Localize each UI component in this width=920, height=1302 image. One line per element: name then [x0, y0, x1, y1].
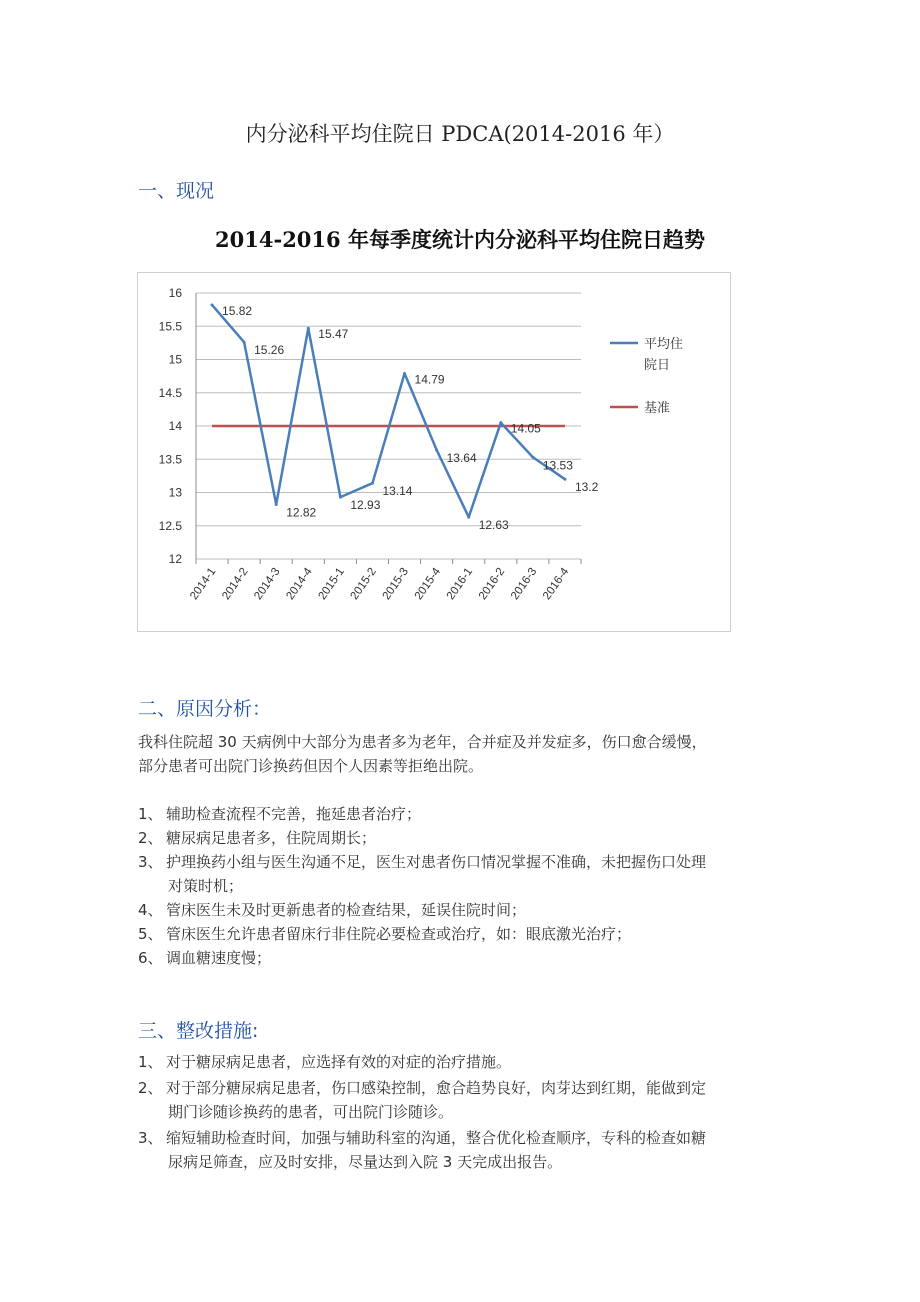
cause-item [138, 946, 788, 970]
cause-item-text: 管床医生未及时更新患者的检查结果，延误住院时间； [166, 901, 527, 919]
legend-label-average-stay-line1: 平均住 [644, 337, 684, 352]
cause-item [138, 898, 788, 922]
y-tick-label: 13.5 [158, 452, 182, 467]
measure-item [138, 1076, 788, 1100]
cause-item-number: 4、 [138, 901, 163, 919]
x-tick-label: 2014-2 [220, 565, 251, 603]
data-label: 13.2 [574, 480, 599, 495]
data-point [499, 421, 502, 424]
cause-item-text: 糖尿病足患者多，住院周期长； [166, 829, 377, 847]
measure-item-continuation: 期门诊随诊换药的患者，可出院门诊随诊。 [168, 1103, 454, 1121]
x-tick-label: 2016-2 [476, 565, 508, 603]
x-tick-label: 2016-1 [444, 565, 476, 603]
cause-item-number: 5、 [138, 925, 163, 943]
legend-label-average-stay-line2: 院日 [644, 358, 671, 373]
y-tick-label: 15.5 [158, 319, 182, 334]
measure-item-text: 对于糖尿病足患者，应选择有效的对症的治疗措施。 [166, 1053, 512, 1071]
data-point [563, 478, 566, 481]
data-point [371, 482, 374, 485]
data-label: 12.63 [478, 518, 509, 533]
cause-item-text: 辅助检查流程不完善，拖延患者治疗； [166, 805, 422, 823]
data-point [467, 516, 470, 519]
cause-item [138, 802, 788, 826]
data-label: 15.82 [222, 303, 253, 318]
data-label: 13.64 [446, 450, 477, 465]
cause-item-text: 调血糖速度慢； [166, 949, 272, 967]
section-heading-status: 一、现况 [138, 180, 215, 202]
x-tick-label: 2016-3 [508, 565, 540, 603]
y-tick-label: 16 [168, 286, 182, 300]
data-point [307, 327, 310, 330]
data-label: 14.05 [510, 421, 541, 436]
cause-paragraph-line: 部分患者可出院门诊换药但因个人因素等拒绝出院。 [138, 757, 484, 775]
chart-canvas [138, 273, 732, 633]
line-chart [137, 272, 731, 632]
measure-item [138, 1126, 788, 1150]
data-point [403, 372, 406, 375]
cause-item [138, 922, 788, 946]
y-tick-label: 12 [168, 552, 182, 566]
section-heading-cause-analysis: 二、原因分析： [138, 698, 272, 720]
y-tick-label: 13 [168, 485, 182, 500]
measure-item-text: 缩短辅助检查时间，加强与辅助科室的沟通，整合优化检查顺序，专科的检查如糖 [166, 1129, 707, 1147]
x-tick-label: 2014-4 [284, 565, 315, 603]
measure-item-number: 1、 [138, 1053, 163, 1071]
y-tick-label: 14.5 [158, 385, 182, 400]
x-tick-label: 2015-3 [380, 565, 411, 603]
data-label: 15.26 [254, 343, 285, 358]
data-point [435, 448, 438, 451]
data-label: 14.79 [414, 372, 445, 387]
data-label: 12.93 [350, 498, 381, 513]
cause-item-number: 1、 [138, 805, 163, 823]
cause-item-text: 护理换药小组与医生沟通不足，医生对患者伤口情况掌握不准确，未把握伤口处理 [166, 853, 707, 871]
data-point [531, 456, 534, 459]
y-tick-label: 14 [168, 419, 182, 433]
cause-item-continuation: 对策时机； [168, 877, 244, 895]
data-point [243, 341, 246, 344]
data-label: 13.14 [382, 484, 413, 499]
x-tick-label: 2014-1 [188, 565, 219, 603]
measure-item-number: 3、 [138, 1129, 163, 1147]
data-label: 13.53 [542, 458, 573, 473]
section-heading-corrective-measures: 三、整改措施: [138, 1020, 259, 1042]
data-point [339, 496, 342, 499]
x-tick-label: 2015-4 [412, 565, 444, 603]
chart-heading: 2014-2016 年每季度统计内分泌科平均住院日趋势 [215, 227, 705, 252]
x-tick-label: 2014-3 [252, 565, 283, 603]
data-label: 12.82 [286, 505, 317, 520]
measure-item [138, 1050, 788, 1074]
legend-label-baseline: 基准 [644, 401, 671, 416]
measure-item-number: 2、 [138, 1079, 163, 1097]
x-tick-label: 2015-2 [348, 565, 379, 603]
cause-item-number: 2、 [138, 829, 163, 847]
y-tick-label: 15 [168, 352, 182, 367]
cause-paragraph-line: 我科住院超 30 天病例中大部分为患者多为老年，合并症及并发症多，伤口愈合缓慢， [138, 733, 707, 751]
cause-item [138, 850, 788, 874]
data-label: 15.47 [318, 327, 349, 342]
data-point [211, 303, 214, 306]
measure-item-text: 对于部分糖尿病足患者，伤口感染控制，愈合趋势良好，肉芽达到红期，能做到定 [166, 1079, 707, 1097]
y-tick-label: 12.5 [158, 518, 182, 533]
x-tick-label: 2015-1 [316, 565, 347, 603]
cause-item-number: 6、 [138, 949, 163, 967]
measure-item-continuation: 尿病足筛查，应及时安排，尽量达到入院 3 天完成出报告。 [168, 1153, 563, 1171]
document-title: 内分泌科平均住院日 PDCA(2014-2016 年） [245, 122, 675, 146]
cause-item [138, 826, 788, 850]
cause-item-number: 3、 [138, 853, 163, 871]
cause-item-text: 管床医生允许患者留床行非住院必要检查或治疗，如：眼底激光治疗； [166, 925, 632, 943]
x-tick-label: 2016-4 [541, 565, 572, 603]
data-point [275, 503, 278, 506]
